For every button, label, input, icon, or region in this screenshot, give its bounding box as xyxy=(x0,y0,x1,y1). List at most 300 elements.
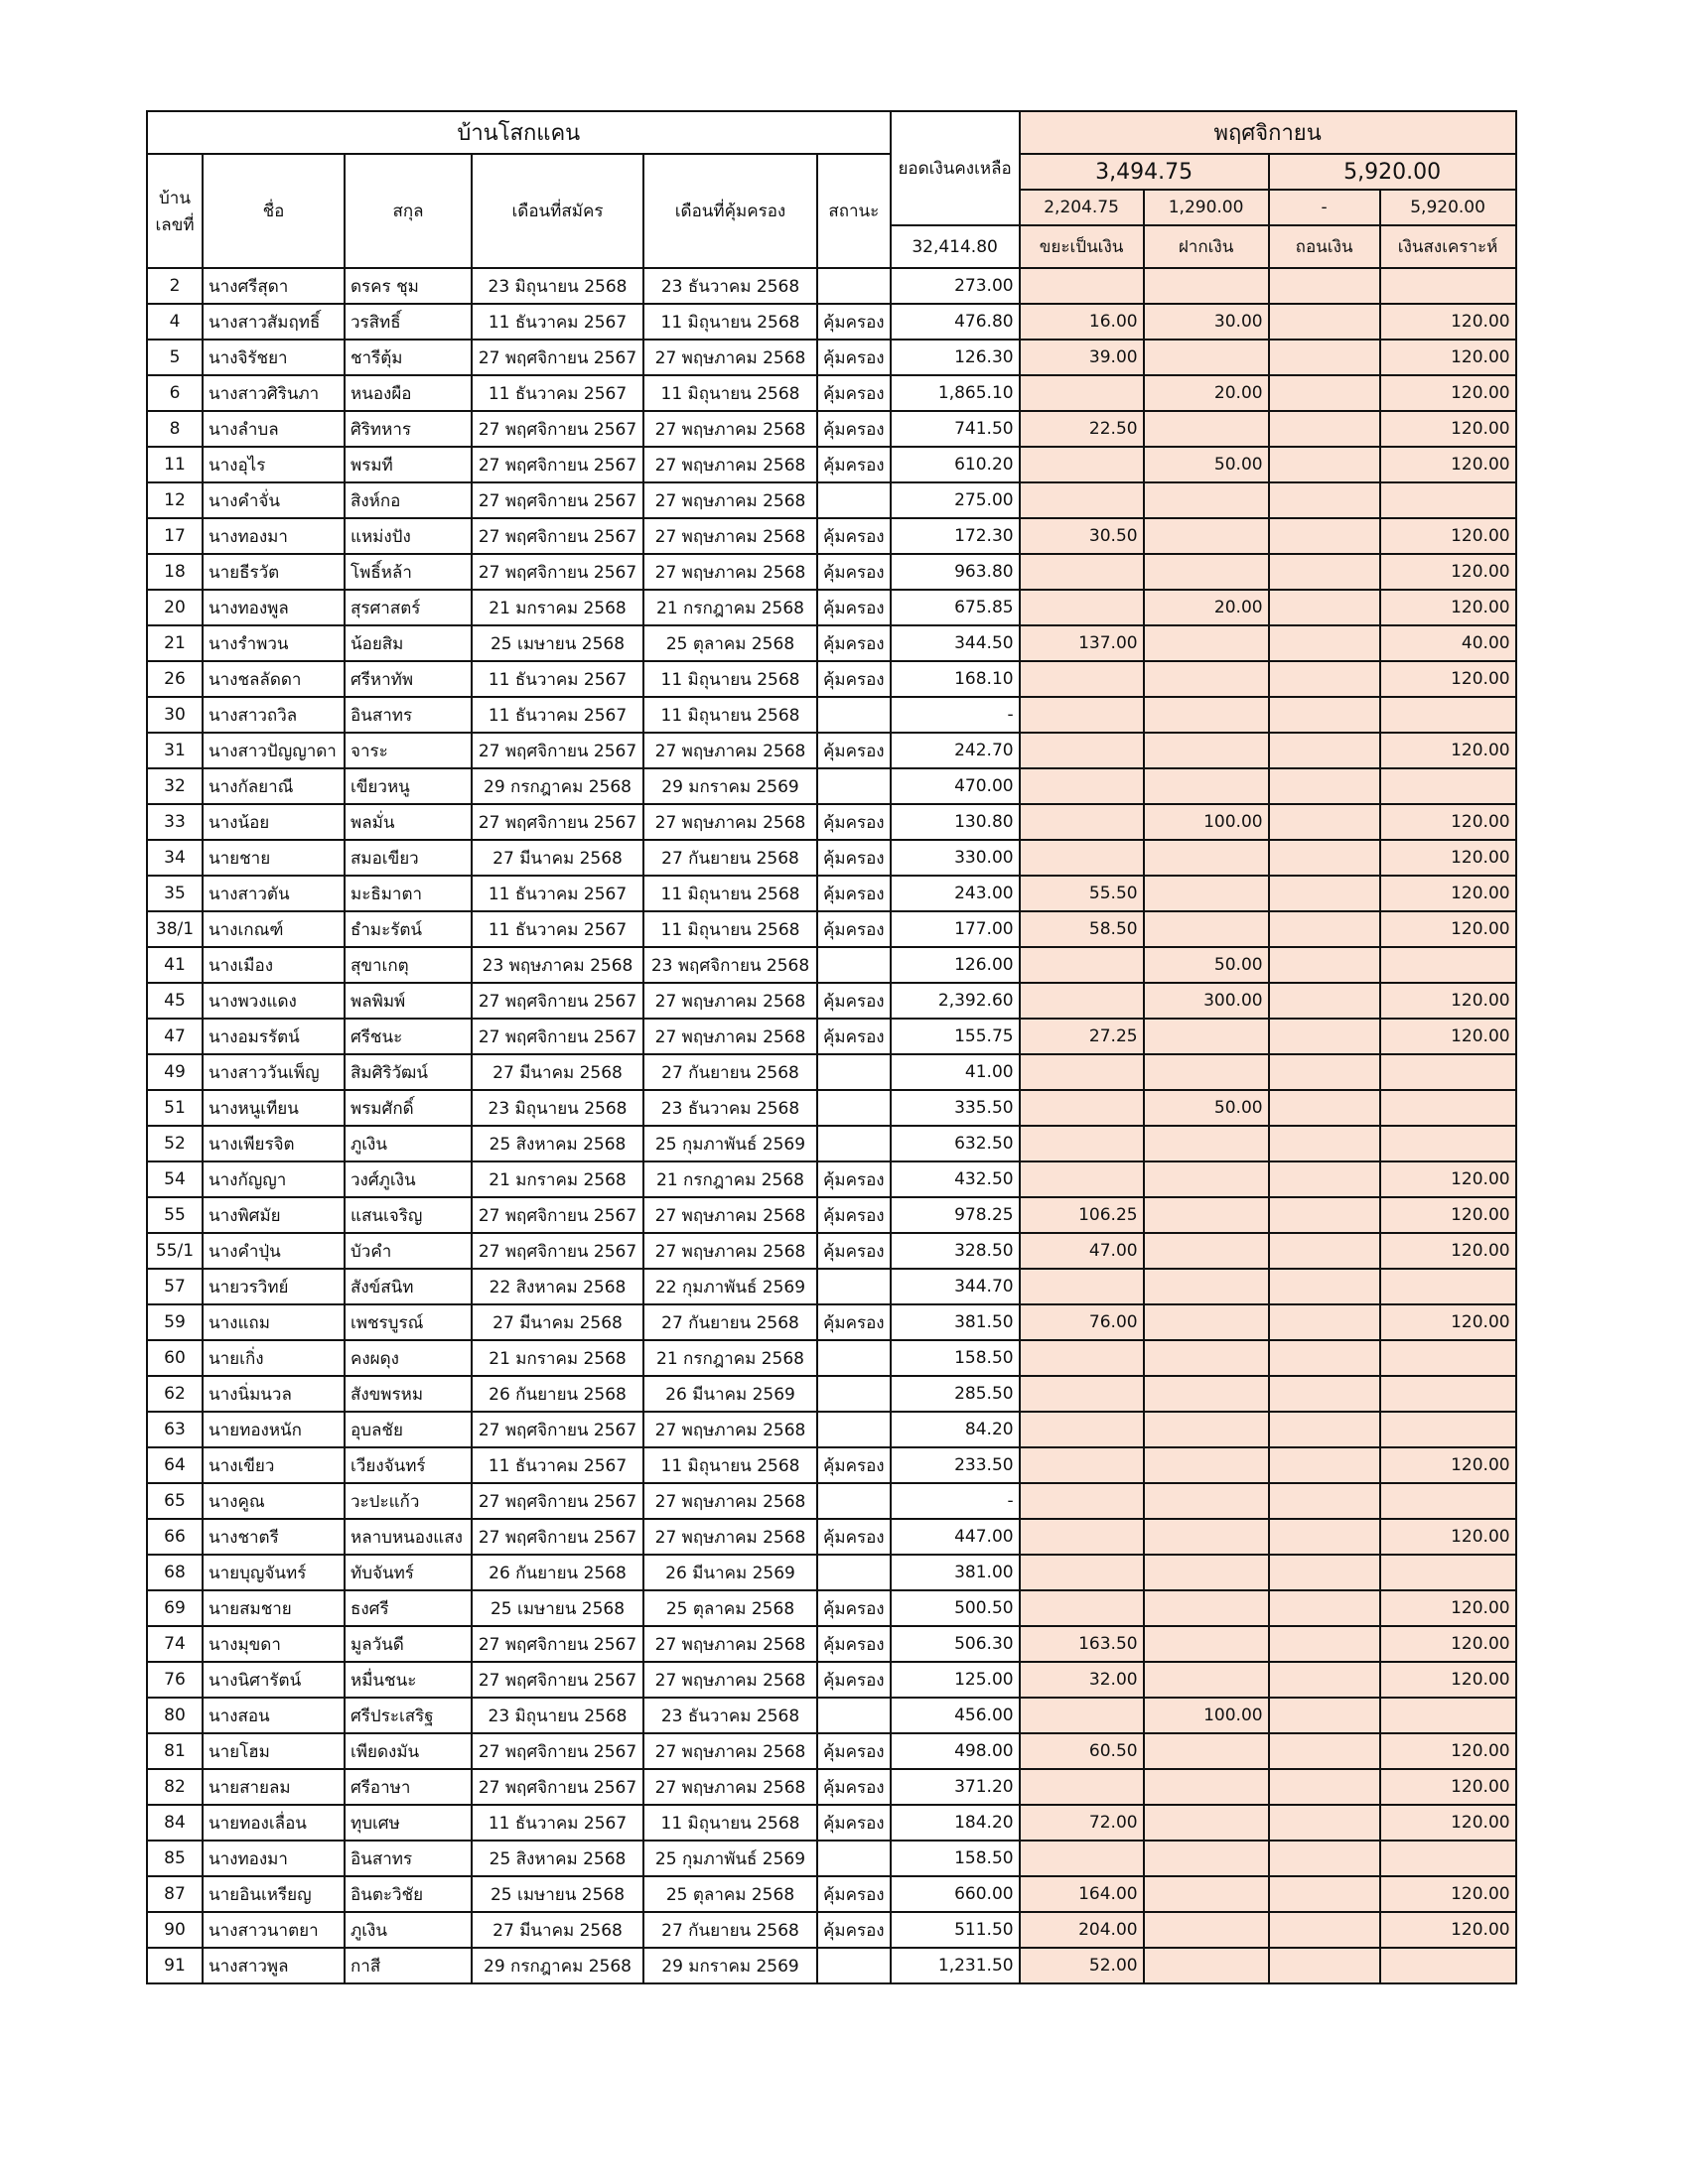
applied-date-cell: 22 สิงหาคม 2568 xyxy=(472,1269,643,1304)
applied-date-cell: 27 พฤศจิกายน 2567 xyxy=(472,1019,643,1054)
deposit-cell xyxy=(1144,1948,1269,1983)
welfare-cell: 120.00 xyxy=(1380,1197,1516,1233)
deposit-cell xyxy=(1144,1626,1269,1662)
applied-date-cell: 27 พฤศจิกายน 2567 xyxy=(472,1519,643,1555)
withdraw-cell xyxy=(1269,1304,1380,1340)
deposit-cell xyxy=(1144,697,1269,733)
table-row xyxy=(147,340,1516,375)
table-row xyxy=(147,268,1516,304)
withdraw-cell xyxy=(1269,1233,1380,1269)
withdraw-cell xyxy=(1269,554,1380,590)
surname-cell: สิงห์กอ xyxy=(345,482,472,518)
table-row xyxy=(147,1733,1516,1769)
col-name: ชื่อ xyxy=(203,154,345,268)
balance-cell: 41.00 xyxy=(891,1054,1020,1090)
house-no-cell: 69 xyxy=(147,1590,203,1626)
surname-cell: บัวคำ xyxy=(345,1233,472,1269)
surname-cell: แสนเจริญ xyxy=(345,1197,472,1233)
protected-date-cell: 26 มีนาคม 2569 xyxy=(643,1555,817,1590)
balance-cell: 242.70 xyxy=(891,733,1020,768)
deposit-cell xyxy=(1144,840,1269,876)
house-no-cell: 62 xyxy=(147,1376,203,1412)
waste-value-cell xyxy=(1020,768,1144,804)
deposit-cell xyxy=(1144,1555,1269,1590)
status-cell: คุ้มครอง xyxy=(817,1233,891,1269)
waste-value-cell: 55.50 xyxy=(1020,876,1144,911)
waste-value-cell xyxy=(1020,661,1144,697)
name-cell: นางอุไร xyxy=(203,447,345,482)
status-cell xyxy=(817,1340,891,1376)
table-row xyxy=(147,1876,1516,1912)
withdraw-cell xyxy=(1269,1340,1380,1376)
protected-date-cell: 27 พฤษภาคม 2568 xyxy=(643,1483,817,1519)
name-cell: นายสมชาย xyxy=(203,1590,345,1626)
status-cell: คุ้มครอง xyxy=(817,804,891,840)
house-no-cell: 12 xyxy=(147,482,203,518)
balance-cell: 328.50 xyxy=(891,1233,1020,1269)
table-row xyxy=(147,1340,1516,1376)
protected-date-cell: 23 ธันวาคม 2568 xyxy=(643,1090,817,1126)
balance-cell: 344.70 xyxy=(891,1269,1020,1304)
welfare-cell: 120.00 xyxy=(1380,804,1516,840)
deposit-cell: 20.00 xyxy=(1144,375,1269,411)
house-no-cell: 4 xyxy=(147,304,203,340)
house-no-cell: 64 xyxy=(147,1447,203,1483)
house-no-cell: 65 xyxy=(147,1483,203,1519)
surname-cell: ชารีตุ้ม xyxy=(345,340,472,375)
withdraw-cell xyxy=(1269,590,1380,625)
applied-date-cell: 27 มีนาคม 2568 xyxy=(472,1912,643,1948)
protected-date-cell: 21 กรกฎาคม 2568 xyxy=(643,1161,817,1197)
status-cell xyxy=(817,482,891,518)
balance-cell: 126.00 xyxy=(891,947,1020,983)
applied-date-cell: 11 ธันวาคม 2567 xyxy=(472,876,643,911)
balance-cell: 741.50 xyxy=(891,411,1020,447)
protected-date-cell: 11 มิถุนายน 2568 xyxy=(643,1447,817,1483)
deposit-cell xyxy=(1144,1590,1269,1626)
applied-date-cell: 27 พฤศจิกายน 2567 xyxy=(472,340,643,375)
house-no-cell: 57 xyxy=(147,1269,203,1304)
protected-date-cell: 27 พฤษภาคม 2568 xyxy=(643,482,817,518)
withdraw-cell xyxy=(1269,983,1380,1019)
name-cell: นางสาวปัญญาดา xyxy=(203,733,345,768)
applied-date-cell: 27 พฤศจิกายน 2567 xyxy=(472,1769,643,1805)
table-row xyxy=(147,1805,1516,1841)
protected-date-cell: 27 พฤษภาคม 2568 xyxy=(643,1662,817,1698)
surname-cell: สังขพรหม xyxy=(345,1376,472,1412)
surname-cell: พรมที xyxy=(345,447,472,482)
surname-cell: พลพิมพ์ xyxy=(345,983,472,1019)
name-cell: นางทองมา xyxy=(203,518,345,554)
applied-date-cell: 25 เมษายน 2568 xyxy=(472,1590,643,1626)
withdraw-cell xyxy=(1269,1555,1380,1590)
deposit-cell xyxy=(1144,1876,1269,1912)
withdraw-cell xyxy=(1269,340,1380,375)
surname-cell: เพชรบูรณ์ xyxy=(345,1304,472,1340)
welfare-cell: 120.00 xyxy=(1380,1590,1516,1626)
deposit-cell xyxy=(1144,1197,1269,1233)
name-cell: นางศรีสุดา xyxy=(203,268,345,304)
protected-date-cell: 27 พฤษภาคม 2568 xyxy=(643,983,817,1019)
sum-b: 5,920.00 xyxy=(1269,154,1516,190)
house-no-cell: 30 xyxy=(147,697,203,733)
applied-date-cell: 27 พฤศจิกายน 2567 xyxy=(472,1733,643,1769)
name-cell: นางทองมา xyxy=(203,1841,345,1876)
status-cell xyxy=(817,1054,891,1090)
surname-cell: ศิริทหาร xyxy=(345,411,472,447)
name-cell: นายบุญจันทร์ xyxy=(203,1555,345,1590)
deposit-cell xyxy=(1144,768,1269,804)
balance-cell: 506.30 xyxy=(891,1626,1020,1662)
welfare-cell: 120.00 xyxy=(1380,554,1516,590)
house-no-cell: 11 xyxy=(147,447,203,482)
status-cell xyxy=(817,1841,891,1876)
protected-date-cell: 25 กุมภาพันธ์ 2569 xyxy=(643,1841,817,1876)
balance-cell: 130.80 xyxy=(891,804,1020,840)
waste-value-cell xyxy=(1020,1126,1144,1161)
village-title: บ้านโสกแคน xyxy=(147,111,891,154)
name-cell: นางกัลยาณี xyxy=(203,768,345,804)
status-cell: คุ้มครอง xyxy=(817,1805,891,1841)
name-cell: นางทองพูล xyxy=(203,590,345,625)
waste-value-cell xyxy=(1020,804,1144,840)
status-cell: คุ้มครอง xyxy=(817,1019,891,1054)
balance-cell: 447.00 xyxy=(891,1519,1020,1555)
withdraw-cell xyxy=(1269,840,1380,876)
surname-cell: พลมั่น xyxy=(345,804,472,840)
balance-cell: 184.20 xyxy=(891,1805,1020,1841)
status-cell xyxy=(817,1483,891,1519)
applied-date-cell: 11 ธันวาคม 2567 xyxy=(472,304,643,340)
waste-value-cell xyxy=(1020,482,1144,518)
col-house-no: บ้านเลขที่ xyxy=(147,154,203,268)
withdraw-cell xyxy=(1269,1197,1380,1233)
surname-cell: กาสี xyxy=(345,1948,472,1983)
deposit-cell: 100.00 xyxy=(1144,804,1269,840)
table-row xyxy=(147,1126,1516,1161)
house-no-cell: 26 xyxy=(147,661,203,697)
deposit-cell xyxy=(1144,1019,1269,1054)
deposit-cell xyxy=(1144,661,1269,697)
applied-date-cell: 25 สิงหาคม 2568 xyxy=(472,1126,643,1161)
withdraw-cell xyxy=(1269,447,1380,482)
status-cell: คุ้มครอง xyxy=(817,340,891,375)
house-no-cell: 34 xyxy=(147,840,203,876)
withdraw-cell xyxy=(1269,1590,1380,1626)
applied-date-cell: 27 มีนาคม 2568 xyxy=(472,1304,643,1340)
protected-date-cell: 27 พฤษภาคม 2568 xyxy=(643,518,817,554)
deposit-cell xyxy=(1144,268,1269,304)
balance-cell: 275.00 xyxy=(891,482,1020,518)
balance-cell: 233.50 xyxy=(891,1447,1020,1483)
house-no-cell: 20 xyxy=(147,590,203,625)
status-cell: คุ้มครอง xyxy=(817,518,891,554)
surname-cell: เขียวหนู xyxy=(345,768,472,804)
applied-date-cell: 27 พฤศจิกายน 2567 xyxy=(472,1662,643,1698)
table-row xyxy=(147,1304,1516,1340)
table-row xyxy=(147,840,1516,876)
name-cell: นายโฮม xyxy=(203,1733,345,1769)
name-cell: นางหนูเทียน xyxy=(203,1090,345,1126)
withdraw-cell xyxy=(1269,268,1380,304)
house-no-cell: 41 xyxy=(147,947,203,983)
table-row xyxy=(147,1769,1516,1805)
balance-cell: 675.85 xyxy=(891,590,1020,625)
welfare-cell xyxy=(1380,1340,1516,1376)
applied-date-cell: 27 พฤศจิกายน 2567 xyxy=(472,983,643,1019)
table-row xyxy=(147,411,1516,447)
withdraw-cell xyxy=(1269,304,1380,340)
house-no-cell: 45 xyxy=(147,983,203,1019)
withdraw-cell xyxy=(1269,1698,1380,1733)
status-cell: คุ้มครอง xyxy=(817,1197,891,1233)
welfare-cell xyxy=(1380,1090,1516,1126)
waste-value-cell xyxy=(1020,733,1144,768)
surname-cell: มะธิมาตา xyxy=(345,876,472,911)
protected-date-cell: 21 กรกฎาคม 2568 xyxy=(643,590,817,625)
deposit-cell xyxy=(1144,518,1269,554)
welfare-cell: 120.00 xyxy=(1380,840,1516,876)
table-row xyxy=(147,482,1516,518)
surname-cell: อุบลชัย xyxy=(345,1412,472,1447)
col-withdraw: ถอนเงิน xyxy=(1269,225,1380,268)
waste-value-cell xyxy=(1020,447,1144,482)
protected-date-cell: 27 พฤษภาคม 2568 xyxy=(643,1197,817,1233)
house-no-cell: 35 xyxy=(147,876,203,911)
balance-cell: 168.10 xyxy=(891,661,1020,697)
protected-date-cell: 27 กันยายน 2568 xyxy=(643,1912,817,1948)
waste-value-cell xyxy=(1020,1376,1144,1412)
name-cell: นางพิศมัย xyxy=(203,1197,345,1233)
applied-date-cell: 27 มีนาคม 2568 xyxy=(472,1054,643,1090)
waste-value-cell: 163.50 xyxy=(1020,1626,1144,1662)
protected-date-cell: 25 กุมภาพันธ์ 2569 xyxy=(643,1126,817,1161)
applied-date-cell: 27 พฤศจิกายน 2567 xyxy=(472,554,643,590)
waste-value-cell: 60.50 xyxy=(1020,1733,1144,1769)
table-row xyxy=(147,1841,1516,1876)
waste-value-cell xyxy=(1020,1447,1144,1483)
withdraw-cell xyxy=(1269,1841,1380,1876)
table-row xyxy=(147,518,1516,554)
waste-value-cell: 47.00 xyxy=(1020,1233,1144,1269)
status-cell: คุ้มครอง xyxy=(817,1304,891,1340)
welfare-cell xyxy=(1380,1054,1516,1090)
welfare-cell: 120.00 xyxy=(1380,447,1516,482)
name-cell: นางสาววันเพ็ญ xyxy=(203,1054,345,1090)
welfare-cell: 120.00 xyxy=(1380,1626,1516,1662)
applied-date-cell: 11 ธันวาคม 2567 xyxy=(472,661,643,697)
withdraw-cell xyxy=(1269,1126,1380,1161)
welfare-cell: 120.00 xyxy=(1380,1161,1516,1197)
table-row xyxy=(147,1698,1516,1733)
surname-cell: ทับจันทร์ xyxy=(345,1555,472,1590)
status-cell: คุ้มครอง xyxy=(817,625,891,661)
balance-cell: 155.75 xyxy=(891,1019,1020,1054)
name-cell: นางสาวนาตยา xyxy=(203,1912,345,1948)
waste-value-cell xyxy=(1020,1483,1144,1519)
protected-date-cell: 27 กันยายน 2568 xyxy=(643,1054,817,1090)
table-row xyxy=(147,1590,1516,1626)
applied-date-cell: 23 มิถุนายน 2568 xyxy=(472,1698,643,1733)
name-cell: นางสาวถวิล xyxy=(203,697,345,733)
applied-date-cell: 23 มิถุนายน 2568 xyxy=(472,268,643,304)
surname-cell: หนองผือ xyxy=(345,375,472,411)
surname-cell: มูลวันดี xyxy=(345,1626,472,1662)
balance-cell: 500.50 xyxy=(891,1590,1020,1626)
deposit-cell: 30.00 xyxy=(1144,304,1269,340)
house-no-cell: 84 xyxy=(147,1805,203,1841)
status-cell: คุ้มครอง xyxy=(817,375,891,411)
deposit-cell xyxy=(1144,911,1269,947)
deposit-cell xyxy=(1144,340,1269,375)
month-header: พฤศจิกายน xyxy=(1020,111,1516,154)
surname-cell: ดรคร ชุม xyxy=(345,268,472,304)
waste-value-cell xyxy=(1020,1841,1144,1876)
deposit-cell: 20.00 xyxy=(1144,590,1269,625)
deposit-cell xyxy=(1144,554,1269,590)
balance-cell: 476.80 xyxy=(891,304,1020,340)
protected-date-cell: 27 พฤษภาคม 2568 xyxy=(643,804,817,840)
applied-date-cell: 26 กันยายน 2568 xyxy=(472,1555,643,1590)
waste-value-cell: 106.25 xyxy=(1020,1197,1144,1233)
deposit-cell xyxy=(1144,1304,1269,1340)
protected-date-cell: 22 กุมภาพันธ์ 2569 xyxy=(643,1269,817,1304)
withdraw-cell xyxy=(1269,1519,1380,1555)
house-no-cell: 85 xyxy=(147,1841,203,1876)
waste-value-cell: 58.50 xyxy=(1020,911,1144,947)
surname-cell: ศรีประเสริฐ xyxy=(345,1698,472,1733)
deposit-cell: 100.00 xyxy=(1144,1698,1269,1733)
name-cell: นายอินเหรียญ xyxy=(203,1876,345,1912)
applied-date-cell: 11 ธันวาคม 2567 xyxy=(472,1805,643,1841)
surname-cell: น้อยสิม xyxy=(345,625,472,661)
house-no-cell: 82 xyxy=(147,1769,203,1805)
waste-value-cell: 204.00 xyxy=(1020,1912,1144,1948)
protected-date-cell: 23 ธันวาคม 2568 xyxy=(643,268,817,304)
withdraw-cell xyxy=(1269,1769,1380,1805)
table-row xyxy=(147,1054,1516,1090)
welfare-cell: 120.00 xyxy=(1380,1233,1516,1269)
welfare-cell: 120.00 xyxy=(1380,1304,1516,1340)
protected-date-cell: 27 พฤษภาคม 2568 xyxy=(643,1519,817,1555)
protected-date-cell: 11 มิถุนายน 2568 xyxy=(643,1805,817,1841)
welfare-cell: 120.00 xyxy=(1380,1662,1516,1698)
name-cell: นางพวงแดง xyxy=(203,983,345,1019)
table-row xyxy=(147,1912,1516,1948)
withdraw-cell xyxy=(1269,697,1380,733)
welfare-cell: 40.00 xyxy=(1380,625,1516,661)
deposit-cell xyxy=(1144,1662,1269,1698)
balance-cell: 498.00 xyxy=(891,1733,1020,1769)
col-waste: ขยะเป็นเงิน xyxy=(1020,225,1144,268)
withdraw-cell xyxy=(1269,733,1380,768)
house-no-cell: 6 xyxy=(147,375,203,411)
withdraw-cell xyxy=(1269,911,1380,947)
status-cell: คุ้มครอง xyxy=(817,1876,891,1912)
deposit-cell xyxy=(1144,1805,1269,1841)
balance-cell: - xyxy=(891,1483,1020,1519)
house-no-cell: 47 xyxy=(147,1019,203,1054)
house-no-cell: 60 xyxy=(147,1340,203,1376)
status-cell: คุ้มครอง xyxy=(817,1662,891,1698)
waste-value-cell xyxy=(1020,268,1144,304)
house-no-cell: 55/1 xyxy=(147,1233,203,1269)
house-no-cell: 68 xyxy=(147,1555,203,1590)
table-row xyxy=(147,304,1516,340)
balance-cell: 126.30 xyxy=(891,340,1020,375)
withdraw-cell xyxy=(1269,1161,1380,1197)
status-cell: คุ้มครอง xyxy=(817,661,891,697)
welfare-cell xyxy=(1380,1269,1516,1304)
total-waste: 2,204.75 xyxy=(1020,190,1144,225)
welfare-cell xyxy=(1380,482,1516,518)
surname-cell: อินตะวิชัย xyxy=(345,1876,472,1912)
surname-cell: ธงศรี xyxy=(345,1590,472,1626)
waste-value-cell: 76.00 xyxy=(1020,1304,1144,1340)
deposit-cell xyxy=(1144,1733,1269,1769)
house-no-cell: 18 xyxy=(147,554,203,590)
house-no-cell: 38/1 xyxy=(147,911,203,947)
name-cell: นางสาวสัมฤทธิ์ xyxy=(203,304,345,340)
applied-date-cell: 27 พฤศจิกายน 2567 xyxy=(472,518,643,554)
balance-cell: 125.00 xyxy=(891,1662,1020,1698)
table-row xyxy=(147,1483,1516,1519)
name-cell: นายทองหนัก xyxy=(203,1412,345,1447)
balance-cell: 610.20 xyxy=(891,447,1020,482)
surname-cell: ศรีชนะ xyxy=(345,1019,472,1054)
balance-cell: 158.50 xyxy=(891,1841,1020,1876)
welfare-cell: 120.00 xyxy=(1380,1912,1516,1948)
status-cell xyxy=(817,1555,891,1590)
withdraw-cell xyxy=(1269,1483,1380,1519)
protected-date-cell: 25 ตุลาคม 2568 xyxy=(643,1590,817,1626)
house-no-cell: 59 xyxy=(147,1304,203,1340)
welfare-cell xyxy=(1380,1376,1516,1412)
applied-date-cell: 23 มิถุนายน 2568 xyxy=(472,1090,643,1126)
withdraw-cell xyxy=(1269,1447,1380,1483)
name-cell: นางเพียรจิต xyxy=(203,1126,345,1161)
waste-value-cell: 72.00 xyxy=(1020,1805,1144,1841)
deposit-cell xyxy=(1144,1376,1269,1412)
welfare-cell: 120.00 xyxy=(1380,518,1516,554)
balance-cell: 470.00 xyxy=(891,768,1020,804)
welfare-cell: 120.00 xyxy=(1380,304,1516,340)
welfare-cell: 120.00 xyxy=(1380,1519,1516,1555)
waste-value-cell xyxy=(1020,1054,1144,1090)
balance-cell: 243.00 xyxy=(891,876,1020,911)
protected-date-cell: 27 พฤษภาคม 2568 xyxy=(643,1733,817,1769)
status-cell xyxy=(817,947,891,983)
withdraw-cell xyxy=(1269,1376,1380,1412)
balance-cell: - xyxy=(891,697,1020,733)
applied-date-cell: 11 ธันวาคม 2567 xyxy=(472,911,643,947)
withdraw-cell xyxy=(1269,1662,1380,1698)
house-no-cell: 74 xyxy=(147,1626,203,1662)
applied-date-cell: 27 พฤศจิกายน 2567 xyxy=(472,1483,643,1519)
surname-cell: วรสิทธิ์ xyxy=(345,304,472,340)
status-cell xyxy=(817,1269,891,1304)
waste-value-cell: 164.00 xyxy=(1020,1876,1144,1912)
deposit-cell xyxy=(1144,733,1269,768)
surname-cell: วะปะแก้ว xyxy=(345,1483,472,1519)
table-row xyxy=(147,876,1516,911)
deposit-cell xyxy=(1144,625,1269,661)
name-cell: นายวรวิทย์ xyxy=(203,1269,345,1304)
table-row xyxy=(147,911,1516,947)
table-row xyxy=(147,1447,1516,1483)
col-welfare: เงินสงเคราะห์ xyxy=(1380,225,1516,268)
house-no-cell: 2 xyxy=(147,268,203,304)
